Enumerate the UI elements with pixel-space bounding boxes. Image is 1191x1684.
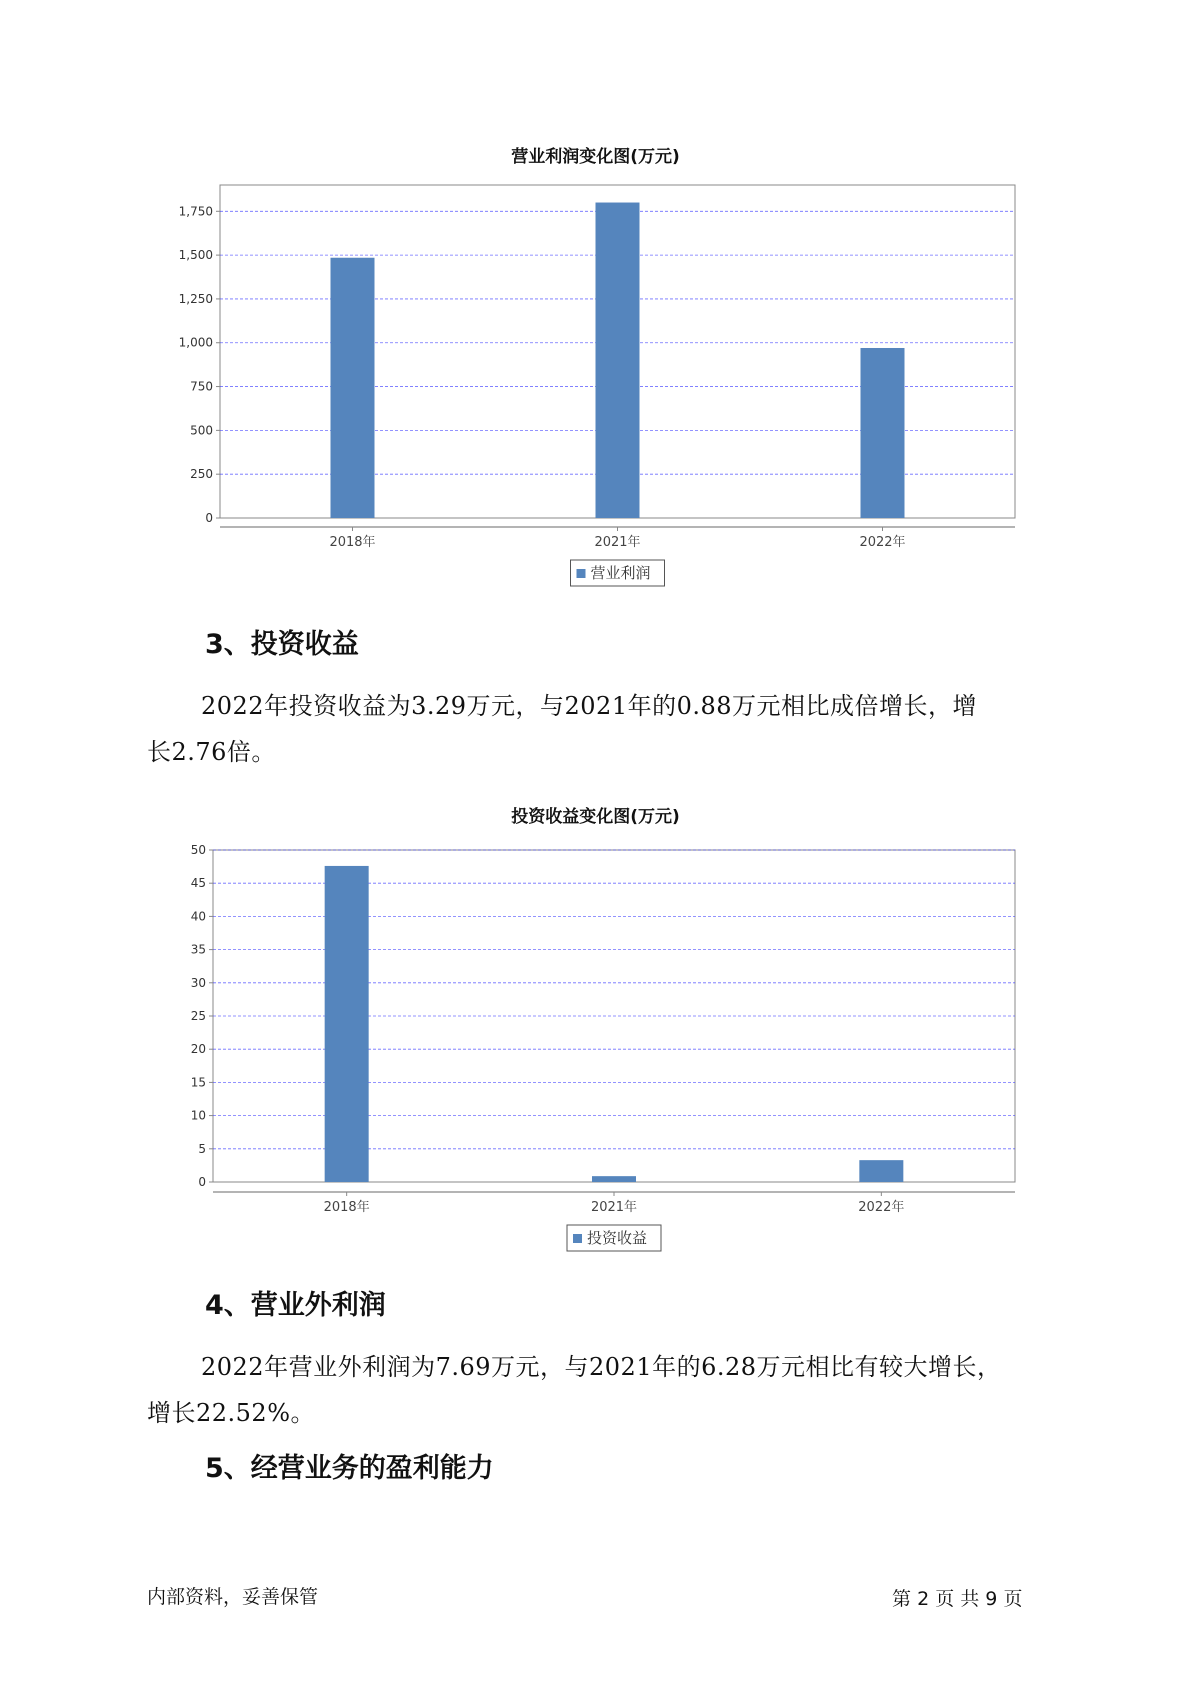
profit-ytick-label: 1,750 bbox=[178, 204, 213, 219]
page-mid: 页 共 bbox=[935, 1588, 980, 1610]
footer-note: 内部资料，妥善保管 bbox=[147, 1586, 319, 1608]
invest-ytick-label: 45 bbox=[190, 876, 206, 891]
section-4-line-2: 增长22.52%。 bbox=[147, 1399, 316, 1427]
invest-ytick-label: 15 bbox=[190, 1075, 206, 1090]
invest-bar-2022年 bbox=[859, 1160, 903, 1182]
page-suffix: 页 bbox=[1003, 1588, 1023, 1610]
profit-ytick-label: 1,000 bbox=[178, 335, 213, 350]
page-current: 2 bbox=[917, 1588, 930, 1610]
invest-ytick-label: 5 bbox=[198, 1141, 206, 1156]
invest-ytick-label: 50 bbox=[190, 843, 206, 857]
invest-ytick-label: 30 bbox=[190, 975, 206, 990]
invest-xtick-label: 2018年 bbox=[323, 1200, 370, 1215]
invest-ytick-label: 35 bbox=[190, 942, 206, 957]
invest-xtick-label: 2021年 bbox=[590, 1200, 638, 1215]
profit-ytick-label: 500 bbox=[190, 423, 213, 438]
invest-xtick-label: 2022年 bbox=[858, 1200, 905, 1215]
invest-legend-label: 投资收益 bbox=[587, 1229, 648, 1247]
profit-ytick-label: 250 bbox=[190, 467, 213, 482]
page-prefix: 第 bbox=[892, 1588, 912, 1610]
invest-ytick-label: 0 bbox=[198, 1175, 206, 1189]
profit-xtick-label: 2018年 bbox=[329, 535, 376, 550]
page-number bbox=[892, 1584, 1022, 1611]
profit-xtick-label: 2021年 bbox=[594, 535, 641, 550]
profit-ytick-label: 1,500 bbox=[178, 248, 213, 263]
invest-ytick-label: 40 bbox=[190, 909, 206, 924]
section-3-line-2: 长2.76倍。 bbox=[147, 738, 276, 766]
section-3-heading: 3、投资收益 bbox=[205, 629, 359, 660]
profit-ytick-label: 0 bbox=[205, 511, 213, 525]
invest-ytick-label: 20 bbox=[190, 1042, 206, 1057]
profit-chart-title: 营业利润变化图(万元) bbox=[511, 147, 680, 167]
invest-bar-2021年 bbox=[592, 1176, 636, 1182]
section-4-heading: 4、营业外利润 bbox=[205, 1290, 386, 1321]
profit-ytick-label: 1,250 bbox=[178, 291, 213, 306]
section-4-paragraph bbox=[147, 1344, 1047, 1436]
invest-bar-2018年 bbox=[325, 866, 369, 1182]
investment-chart-title: 投资收益变化图(万元) bbox=[511, 807, 680, 827]
section-3-line-1: 2022年投资收益为3.29万元，与2021年的0.88万元相比成倍增长，增 bbox=[201, 692, 978, 720]
section-5-heading: 5、经营业务的盈利能力 bbox=[205, 1453, 494, 1484]
invest-legend-swatch bbox=[573, 1234, 582, 1243]
profit-xtick-label: 2022年 bbox=[859, 535, 906, 550]
invest-ytick-label: 10 bbox=[190, 1108, 206, 1123]
page-total: 9 bbox=[985, 1588, 998, 1610]
invest-ytick-label: 25 bbox=[190, 1009, 206, 1023]
profit-ytick-label: 750 bbox=[190, 379, 213, 394]
profit-legend-label: 营业利润 bbox=[590, 564, 651, 582]
section-4-line-1: 2022年营业外利润为7.69万元，与2021年的6.28万元相比有较大增长， bbox=[201, 1353, 1002, 1381]
